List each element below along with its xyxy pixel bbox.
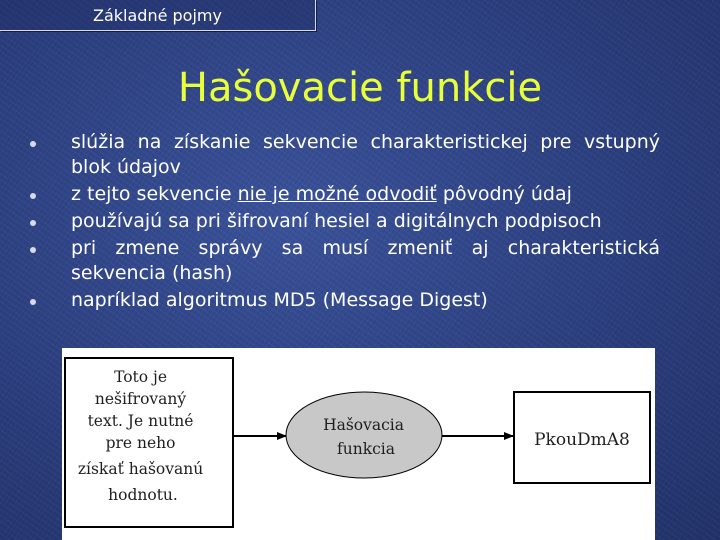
bullet-dot-icon (30, 220, 36, 226)
bullet-text-underlined: nie je možné odvodiť (237, 183, 437, 205)
bullet-dot-icon (30, 299, 36, 305)
bullet-text: napríklad algoritmus MD5 (Message Digest) (71, 289, 488, 311)
bullet-text-before: z tejto sekvencie (71, 183, 238, 205)
section-tab: Základné pojmy (0, 0, 316, 31)
hash-function-ellipse (286, 392, 442, 478)
bullet-item (30, 209, 660, 234)
bullet-list (30, 130, 660, 315)
hash-diagram (62, 348, 655, 540)
input-line: nešifrovaný (94, 390, 187, 408)
function-line: Hašovacia (323, 416, 404, 434)
slide-title: Hašovacie funkcie (177, 65, 543, 111)
input-line: text. Je nutné (87, 412, 194, 430)
input-line: Toto je (114, 368, 167, 386)
bullet-item (30, 288, 660, 313)
bullet-text: slúžia na získanie sekvencie charakteristickej pre vstupný blok údajov (71, 131, 660, 178)
bullet-text-after: pôvodný údaj (436, 183, 572, 205)
input-line: hodnotu. (108, 486, 178, 504)
hash-diagram-svg (62, 348, 655, 540)
bullet-text: pri zmene správy sa musí zmeniť aj charakteristická sekvencia (hash) (71, 237, 660, 284)
bullet-item (30, 182, 660, 207)
bullet-dot-icon (30, 141, 36, 147)
bullet-item (30, 130, 660, 180)
input-line: pre neho (105, 434, 176, 452)
output-hash-value: PkouDmA8 (534, 430, 630, 450)
function-line: funkcia (337, 440, 395, 458)
input-line: získať hašovanú (77, 460, 204, 478)
bullet-dot-icon (30, 247, 36, 253)
bullet-text: používajú sa pri šifrovaní hesiel a digitálnych podpisoch (71, 210, 602, 232)
bullet-item (30, 236, 660, 286)
bullet-dot-icon (30, 193, 36, 199)
